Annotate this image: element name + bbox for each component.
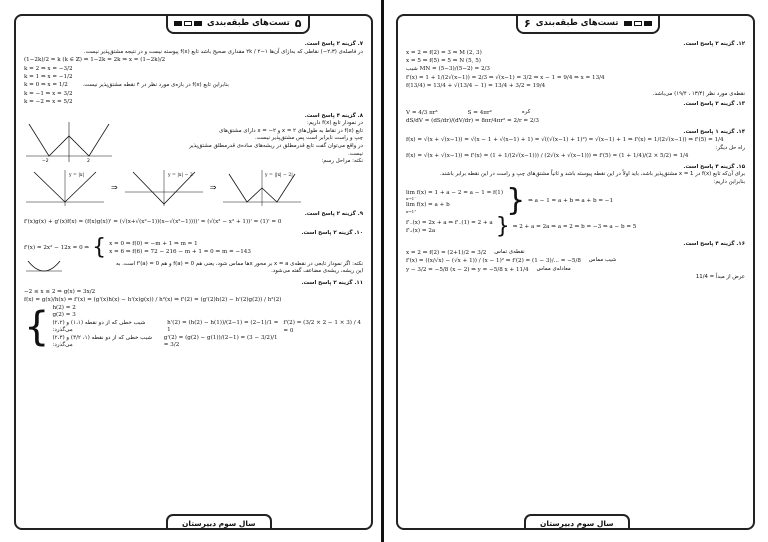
q11-eq1: f(x) = g(x)/h(x) ⇒ f'(x) = (g'(x)h(x) − h'(x)g(x)) / h²(x) ⇒ f'(2) = (g'(2)h(2) − h'(2)g(2)) / h²(2) <box>24 297 282 304</box>
q8-graph <box>24 120 114 164</box>
q8-line2: تابع f(x) در نقاط به طول‌های x = ۲ و x = −۲ دارای مشتق‌های <box>219 127 363 134</box>
q15-d2: f'₊(x) = 2a <box>406 228 436 235</box>
q7-row: k = 1 ⇒ x = −1/2 <box>24 74 73 80</box>
right-footer: سال سوم دبیرستان <box>524 514 630 530</box>
q7-row: k = 2 ⇒ x = −3/2 <box>24 65 73 72</box>
q8-line4: در واقع می‌توان گفت تابع قدرمطلق در ریشه‌های ساده‌ی قدرمطلق مشتق‌پذیر <box>189 143 363 149</box>
q13-s: S = 4πr² <box>467 109 492 116</box>
q8-line5: نیست. <box>348 150 363 157</box>
header-dots <box>174 21 202 26</box>
q14-eq1: f(x) = √(x + √(x−1)) = √(x − 1 + √(x−1) + 1) = √((√(x−1) + 1)²) = √(x−1) + 1 ⇒ f'(x) = 1/(2√(x−1)) ⇒ f'(5) = 1/4 <box>406 137 724 144</box>
q13-s-label: کره <box>521 108 531 115</box>
q11-gp: g'(2) = (g(2) − g(1))/(2−1) = (3 − 3/2)/1 = 3/2 <box>163 334 278 349</box>
q15-d1: f'₋(x) = 2x + a ⇒ f'₋(1) = 2 + a <box>406 220 493 226</box>
graph-abs-x-minus-2 <box>123 168 205 208</box>
q8-line6: نکته: مراحل رسم: <box>321 158 363 165</box>
right-header <box>516 14 660 34</box>
book-title: تست‌های طبقه‌بندی <box>207 18 290 28</box>
graph-label: y = ||x| − 2| <box>265 172 294 178</box>
q10-tangent-graph <box>24 259 64 277</box>
q12-r2: x = 5 ⇒ f(5) = 5 ⇒ N (5, 5) <box>406 58 481 64</box>
graph-abs-abs-x-minus-2 <box>221 168 303 208</box>
left-header <box>166 14 310 34</box>
q8-line3: چپ و راست نابرابر است پس مشتق‌پذیر نیست. <box>255 135 363 142</box>
q15-answer: ۱۵. گزینه ۴ پاسخ است. <box>683 163 745 170</box>
q10-r2: x = 6 ⇒ f(6) = 72 − 216 − m + 1 = 0 ⇒ m = −143 <box>109 249 251 256</box>
q11-eq0: −2 ≤ x ≤ 2 ⇒ g(x) = 3x/2 <box>24 288 96 295</box>
right-content <box>406 38 745 512</box>
q15-line2: بنابراین داریم: <box>713 178 745 185</box>
left-footer: سال سوم دبیرستان <box>166 514 272 530</box>
q7-conclusion: بنابراین تابع f(x) در بازه‌ی مورد نظر در ۴ نقطه مشتق‌پذیر نیست. <box>82 81 229 88</box>
axis-label-neg2: −2 <box>42 159 49 165</box>
graph-abs-x <box>24 168 106 208</box>
graph-label: y = |x| <box>69 172 85 178</box>
q9-eq: f'(x)g(x) + g'(x)f(x) = (f(x)g(x))' = (√(x+√(x²−1))(x−√(x²−1))))' = (√(x² − x² + 1))' = (1)' = 0 <box>24 219 282 226</box>
q15-c-res: ⇒ a − 1 = a + b ⇒ a + b = −1 <box>528 198 614 205</box>
brace-icon: } <box>495 214 510 240</box>
q11-final: f'(2) = (3/2 × 2 − 1 × 3) / 4 = 0 <box>283 319 361 335</box>
q16-r3: y − 3/2 = −5/8 (x − 2) ⇒ y = −5/8 x + 11/4 <box>406 266 529 273</box>
right-page <box>396 14 755 530</box>
q12-deriv: f'(x) = 1 + 1/(2√(x−1)) = 2/3 ⇒ √(x−1) = 3/2 ⇒ x − 1 = 9/4 ⇒ x = 13/4 <box>406 74 605 81</box>
q15-c2: lim f(x) = a + b <box>406 202 450 209</box>
graph-label: y = |x| − 2 <box>167 172 193 178</box>
q16-r1: x = 2 ⇒ f(2) = (2+1)/2 = 3/2 <box>406 250 487 256</box>
q16-answer: ۱۶. گزینه ۴ پاسخ است. <box>683 241 745 248</box>
q11-hp: h'(2) = (h(2) − h(1))/(2−1) = (2−1)/1 = 1 <box>167 319 279 334</box>
q8-line1: در نمودار تابع f(x) داریم: <box>307 120 363 127</box>
q10-answer: ۱۰. گزینه ۲ پاسخ است. <box>301 229 363 236</box>
brace-icon: { <box>92 235 107 261</box>
left-content <box>24 38 363 512</box>
q7-line1: در فاصله‌ی (۲،۳−) نقاطی که به‌ازای آن‌ها ۱−۲k / ۲ مقداری صحیح باشد تابع f(x) پیوسته نیست و در نتیجه مشتق‌پذیر نیست. <box>83 48 363 55</box>
q10-eq: f'(x) = 2x² − 12x = 0 ⇒ <box>24 245 90 252</box>
header-dots <box>624 21 652 26</box>
q7-answer: ۷. گزینه ۲ پاسخ است. <box>304 41 363 47</box>
q8-answer: ۸. گزینه ۴ پاسخ است. <box>304 112 363 119</box>
q14-answer: ۱۴. گزینه ۱ پاسخ است. <box>683 128 745 135</box>
q12-point: f(13/4) = 13/4 + √(13/4 − 1) = 13/4 + 3/2 = 19/4 <box>406 83 546 90</box>
q16-r1-note: نقطه‌ی تماس <box>494 249 525 255</box>
brace-icon: } <box>506 183 526 219</box>
page-number: ۵ <box>294 16 302 30</box>
q16-r2: f'(x) = ((x/√x) − (√x + 1)) / (x − 1)² ⇒ f'(2) = (1 − 3)/... = −5/8 <box>406 258 581 265</box>
q7-row: k = −1 ⇒ x = 3/2 <box>24 90 73 97</box>
q16-r2-note: شیب مماس <box>588 257 617 264</box>
q7-row: k = 0 ⇒ x = 1/2 <box>24 82 68 89</box>
q15-d-res: ⇒ 2 + a = 2a ⇒ a = 2 ⇒ b = −3 ⇒ a − b = 5 <box>512 224 637 231</box>
q14-eq2: f(x) = √(x + √(x−1)) ⇒ f'(x) = (1 + 1/(2√(x−1))) / (2√(x + √(x−1))) ⇒ f'(5) = (1 + 1/4)/(2 × 5/2) = 1/4 <box>406 153 689 160</box>
q16-r4: عرض از مبدأ = 11/4 <box>695 274 745 281</box>
book-spine <box>381 0 384 542</box>
q10-note2: این ریشه، ریشه‌ی مضاعف گفته می‌شود. <box>271 268 363 275</box>
arrow-icon: ⇒ <box>111 182 118 192</box>
q7-rows <box>24 65 73 107</box>
q12-r1: x = 2 ⇒ f(2) = 3 ⇒ M (2, 3) <box>406 49 482 56</box>
q12-point-note: نقطه‌ی مورد نظر (۱۳/۴ ، ۱۹/۴) می‌باشد. <box>652 90 745 97</box>
q11-h2: h(2) = 2 <box>52 304 76 311</box>
book-title: تست‌های طبقه‌بندی <box>535 18 619 28</box>
q11-gp-note: شیب خطی که از دو نقطه (۱، ۳/۲) و (۲،۳) می‌گذرد: <box>52 334 153 349</box>
q12-answer: ۱۲. گزینه ۲ پاسخ است. <box>683 41 745 47</box>
q7-row: k = −2 ⇒ x = 5/2 <box>24 99 73 106</box>
q13-answer: ۱۳. گزینه ۲ پاسخ است. <box>683 101 745 108</box>
q14-note: راه حل دیگر: <box>715 144 745 151</box>
q13-v: V = 4/3 πr³ <box>406 109 438 116</box>
q15-c1-sub: x→1⁻ <box>406 196 417 202</box>
left-page <box>14 14 373 530</box>
q12-slope: شیب MN = (5−3)/(5−2) = 2/3 <box>406 66 490 73</box>
q10-note1: نکته: اگر نمودار تابعی در نقطه‌ی x = a بر محور xها مماس شود، یعنی هم f(a) = 0 و هم f'(a) = 0 است. به <box>115 260 363 267</box>
q11-answer: ۱۱. گزینه ۲ پاسخ است. <box>301 280 363 287</box>
q9-answer: ۹. گزینه ۲ پاسخ است. <box>304 210 363 217</box>
q10-r1: x = 0 ⇒ f(0) = −m + 1 ⇒ m = 1 <box>109 240 198 247</box>
q15-line1: برای آن‌که تابع f(x) در x = 1 مشتق‌پذیر باشد، باید اولاً در این نقطه پیوسته باشد و ثانیاً مشتق‌های چپ و راست در این نقطه برابر باشند. <box>439 171 745 178</box>
q15-c2-sub: x→1⁺ <box>406 208 417 214</box>
q7-eq1: (1−2k)/2 = k (k ∈ ℤ) ⇒ 1−2k = 2k ⇒ x = (1−2k)/2 <box>24 57 166 64</box>
page-number: ۶ <box>524 16 531 30</box>
arrow-icon: ⇒ <box>209 182 217 192</box>
q11-hp-note: شیب خطی که از دو نقطه (۱،۱) و (۲،۲) می‌گذرد: <box>52 319 146 334</box>
q13-dsdv: dS/dV = (dS/dr)/(dV/dr) = 8πr/4πr² = 2/r = 2/3 <box>406 118 539 125</box>
axis-label-2: 2 <box>87 159 90 165</box>
q16-r3-note: معادله‌ی مماس <box>536 265 571 272</box>
q8-steps <box>24 168 363 208</box>
q11-g2: g(2) = 3 <box>52 312 76 319</box>
brace-icon: { <box>24 304 50 351</box>
q15-c1: lim f(x) = 1 + a − 2 = a − 1 = f(1) <box>406 190 504 196</box>
